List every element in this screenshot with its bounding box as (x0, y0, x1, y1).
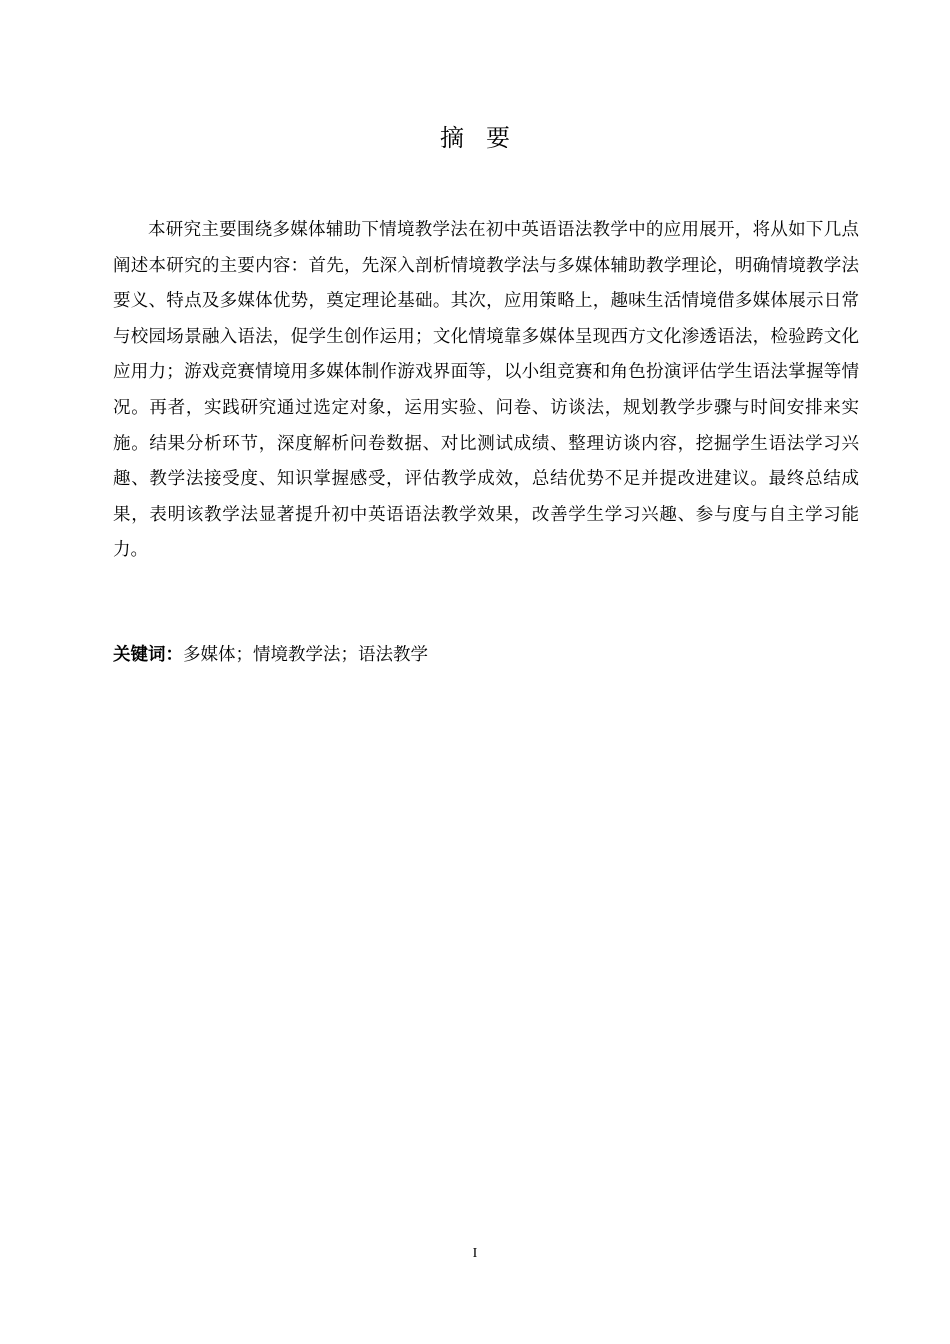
page-title: 摘要 (440, 124, 532, 152)
keywords-line (113, 637, 859, 673)
keywords-list: 多媒体；情境教学法；语法教学 (183, 645, 428, 665)
abstract-paragraph: 本研究主要围绕多媒体辅助下情境教学法在初中英语语法教学中的应用展开，将从如下几点阐述本研究的主要内容：首先，先深入剖析情境教学法与多媒体辅助教学理论，明确情境教学法要义、特点及多媒体优势，奠定理论基础。其次，应用策略上，趣味生活情境借多媒体展示日常与校园场景融入语法，促学生创作运用；文化情境靠多媒体呈现西方文化渗透语法，检验跨文化应用力；游戏竞赛情境用多媒体制作游戏界面等，以小组竞赛和角色扮演评估学生语法掌握等情况。再者，实践研究通过选定对象，运用实验、问卷、访谈法，规划教学步骤与时间安排来实施。结果分析环节，深度解析问卷数据、对比测试成绩、整理访谈内容，挖掘学生语法学习兴趣、教学法接受度、知识掌握感受，评估教学成效，总结优势不足并提改进建议。最终总结成果，表明该教学法显著提升初中英语语法教学效果，改善学生学习兴趣、参与度与自主学习能力。 (113, 220, 859, 561)
page-number: I (472, 1246, 478, 1261)
keywords-label: 关键词： (113, 645, 183, 665)
